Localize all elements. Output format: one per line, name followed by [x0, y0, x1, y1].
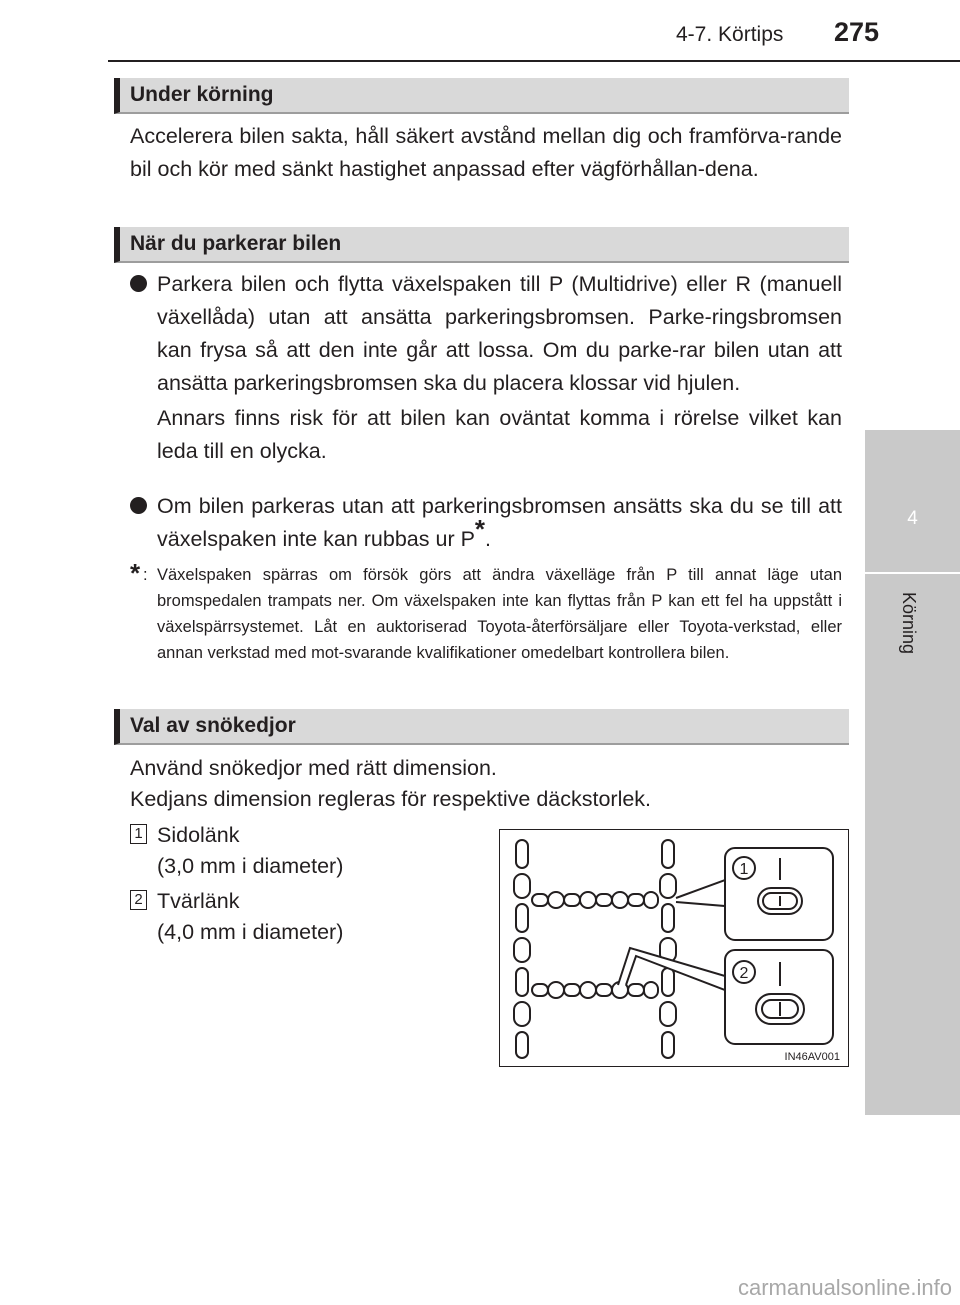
bullet-dot-icon [130, 275, 147, 292]
section-label: 4-7. Körtips [676, 23, 784, 46]
watermark: carmanualsonline.info [737, 1275, 952, 1300]
callout-number-1: 1 [739, 861, 749, 878]
snow-chain-figure [499, 829, 849, 1067]
callout-number-2: 2 [739, 965, 749, 982]
heading-under-korning [114, 78, 849, 114]
number-badge: 2 [130, 890, 147, 910]
side-tab-divider [865, 572, 960, 574]
footnote-star: * [474, 513, 486, 544]
number-badge: 1 [130, 824, 147, 844]
header-rule [108, 60, 960, 62]
snow-chain-illustration [500, 830, 848, 1066]
page-number: 275 [834, 17, 880, 47]
item-detail: (4,0 mm i diameter) [157, 920, 344, 944]
chapter-title: Körning [899, 592, 919, 655]
bullet-text [157, 490, 842, 556]
heading-parkerar-bilen [114, 227, 849, 263]
item-label: Sidolänk [157, 823, 240, 847]
bullet-text: Parkera bilen och flytta växelspaken till P (Multidrive) eller R (manuell växellåda) utan att ansätta parkeringsbromsen. Parke-ringsbromsen kan frysa så att den inte går att lossa. Om du parke-rar bilen utan att ansätta parkeringsbromsen ska du placera klossar vid hjulen. [157, 272, 842, 395]
item-label: Tvärlänk [157, 889, 240, 913]
footnote-star-marker: * [130, 558, 141, 588]
footnote-text: Växelspaken spärras om försök görs att ändra växelläge från P till annat läge utan bromspedalen trampats ner. Om växelspaken inte kan flyttas från P kan ett fel ha uppstått i växelspärrsystemet. Låt en auktoriserad Toyota-återförsäljare eller Toyota-verkstad, eller annan verkstad med mot-svarande kvalifikationer omedelbart kontrollera bilen. [157, 566, 842, 662]
bullet-continuation: Annars finns risk för att bilen kan oväntat komma i rörelse vilket kan leda till en olycka. [157, 406, 842, 463]
heading-label: När du parkerar bilen [130, 232, 342, 255]
item-detail: (3,0 mm i diameter) [157, 854, 344, 878]
lower-cross-chain [532, 982, 658, 998]
right-chain [660, 840, 676, 1058]
bullet-2-text: Om bilen parkeras utan att parkeringsbromsen ansätts ska du se till att växelspaken inte kan rubbas ur P [157, 494, 842, 551]
driving-paragraph: Accelerera bilen sakta, håll säkert avstånd mellan dig och framförva-rande bil och kör med sänkt hastighet anpassad efter vägförhållan-dena. [130, 124, 842, 181]
heading-label: Under körning [130, 83, 274, 106]
bullet-2-end: . [485, 527, 492, 551]
upper-cross-chain [532, 892, 658, 908]
chain-item-2 [130, 886, 343, 948]
footnote [130, 558, 842, 666]
heading-label: Val av snökedjor [130, 714, 296, 737]
figure-id: IN46AV001 [784, 1051, 840, 1063]
chapter-side-tab [865, 430, 960, 1115]
parking-bullet-1 [130, 268, 842, 468]
chain-item-1 [130, 820, 343, 882]
heading-val-av-snokedjor [114, 709, 849, 745]
chains-line-1: Använd snökedjor med rätt dimension. [130, 756, 497, 780]
bullet-dot-icon [130, 497, 147, 514]
chains-line-2: Kedjans dimension regleras för respektive däckstorlek. [130, 787, 652, 811]
parking-bullet-2 [130, 490, 842, 556]
footnote-colon: : [143, 566, 148, 584]
left-chain [514, 840, 530, 1058]
chapter-number: 4 [907, 508, 918, 529]
